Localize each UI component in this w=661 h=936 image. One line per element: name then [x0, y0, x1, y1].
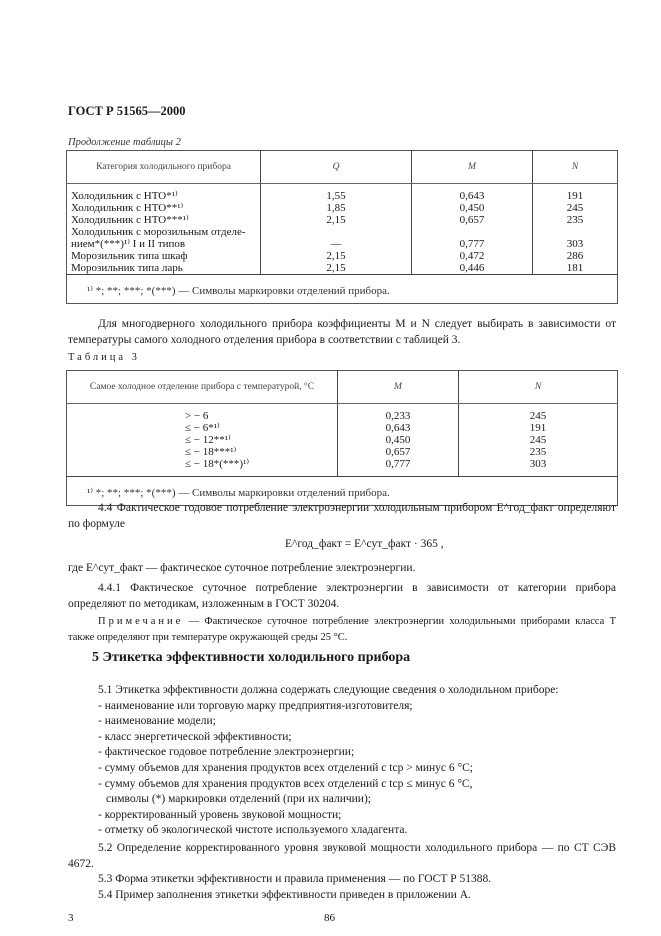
cell-n: 191: [459, 422, 618, 434]
cell-category: Холодильник с НТО***¹⁾: [71, 214, 189, 226]
paragraph-5-2: 5.2 Определение корректированного уровня звуковой мощности холодильного прибора — по СТ СЭВ 4672.: [68, 842, 616, 870]
table-row: [67, 434, 618, 446]
col-header: M: [338, 371, 459, 404]
cell-n: 303: [533, 226, 618, 250]
list-item: символы (*) маркировки отделений (при их наличии);: [106, 793, 371, 806]
note: [68, 614, 616, 646]
col-header: Q: [261, 151, 412, 184]
note-text: — Фактическое суточное потребление электроэнергии холодильными приборами класса Т также определяют при температуре окружающей среды 25 °С.: [68, 616, 616, 643]
table2-caption: Продолжение таблицы 2: [68, 137, 181, 148]
note-label: Примечание: [98, 616, 184, 627]
table-row: [67, 404, 618, 423]
list-item: - класс энергетической эффективности;: [98, 730, 292, 743]
list-item: - корректированный уровень звуковой мощности;: [98, 808, 342, 821]
col-header: Самое холодное отделение прибора с температурой, °С: [67, 371, 338, 404]
cell-temp: > − 6: [185, 410, 209, 422]
document-header: ГОСТ Р 51565—2000: [68, 104, 186, 118]
table-row: [67, 214, 618, 226]
cell-n: 245: [533, 202, 618, 214]
cell-q: 2,15: [261, 262, 412, 275]
cell-q: 1,55: [261, 184, 412, 203]
page-number: 86: [324, 912, 335, 924]
table-row: [67, 446, 618, 458]
cell-category: Холодильник с НТО**¹⁾: [71, 202, 184, 214]
table-row: [67, 458, 618, 477]
paragraph-5-3: 5.3 Форма этикетки эффективности и правила применения — по ГОСТ Р 51388.: [98, 873, 492, 885]
cell-category: Морозильник типа шкаф: [71, 250, 188, 262]
list-item: 5.1 Этикетка эффективности должна содержать следующие сведения о холодильном приборе:: [98, 684, 559, 696]
cell-category: Холодильник с НТО*¹⁾: [71, 190, 178, 202]
cell-m: 0,450: [338, 434, 459, 446]
table-row: [67, 202, 618, 214]
list-item: - наименование или торговую марку предприятия-изготовителя;: [98, 699, 413, 712]
table-row: [67, 226, 618, 250]
cell-m: 0,643: [338, 422, 459, 434]
table3-footnote: ¹⁾ *; **; ***; *(***) — Символы маркировки отделений прибора.: [67, 477, 618, 506]
col-header: Категория холодильного прибора: [67, 151, 261, 184]
list-item: - сумму объемов для хранения продуктов всех отделений с tср > минус 6 °С;: [98, 761, 473, 774]
table-row: [67, 250, 618, 262]
section-5-list: [68, 683, 616, 839]
cell-temp: ≤ − 6*¹⁾: [185, 422, 220, 434]
cell-m: 0,472: [412, 250, 533, 262]
cell-q: —: [261, 226, 412, 250]
col-header: M: [412, 151, 533, 184]
cell-n: 286: [533, 250, 618, 262]
paragraph-4-4-1: 4.4.1 Фактическое суточное потребление электроэнергии в зависимости от категории прибора определяют по методикам, изложенным в ГОСТ 30204.: [68, 582, 616, 610]
list-item: - отметку об экологической чистоте используемого хладагента.: [98, 824, 408, 837]
cell-q: 2,15: [261, 250, 412, 262]
cell-temp: ≤ − 18***¹⁾: [185, 446, 237, 458]
table-row: [67, 184, 618, 203]
page-number-left: 3: [68, 912, 74, 924]
cell-category: Морозильник типа ларь: [71, 262, 183, 274]
paragraph-4-4: 4.4 Фактическое годовое потребление электроэнергии холодильным прибором E^год_факт определяют по формуле: [68, 502, 616, 530]
where-clause: где E^сут_факт — фактическое суточное потребление электроэнергии.: [68, 562, 416, 574]
table-row: [67, 422, 618, 434]
col-header: N: [459, 371, 618, 404]
cell-m: 0,657: [338, 446, 459, 458]
cell-n: 191: [533, 184, 618, 203]
paragraph: Для многодверного холодильного прибора коэффициенты M и N следует выбирать в зависимости от температуры самого холодного отделения прибора в соответствии с таблицей 3.: [68, 318, 616, 346]
cell-n: 303: [459, 458, 618, 477]
cell-m: 0,657: [412, 214, 533, 226]
cell-m: 0,450: [412, 202, 533, 214]
section-5-title: 5 Этикетка эффективности холодильного прибора: [92, 650, 411, 665]
cell-temp: ≤ − 12**¹⁾: [185, 434, 231, 446]
cell-n: 235: [533, 214, 618, 226]
table-row: [67, 262, 618, 275]
cell-n: 245: [459, 434, 618, 446]
list-item: - сумму объемов для хранения продуктов всех отделений с tср ≤ минус 6 °С,: [98, 777, 473, 790]
cell-q: 1,85: [261, 202, 412, 214]
table-2: [66, 150, 618, 304]
cell-n: 245: [459, 404, 618, 423]
cell-m: 0,777: [412, 226, 533, 250]
cell-m: 0,643: [412, 184, 533, 203]
cell-m: 0,446: [412, 262, 533, 275]
list-item: - фактическое годовое потребление электроэнергии;: [98, 746, 355, 759]
paragraph-5-4: 5.4 Пример заполнения этикетки эффективности приведен в приложении А.: [98, 889, 471, 901]
list-item: - наименование модели;: [98, 715, 216, 728]
table3-caption: Таблица 3: [68, 352, 140, 363]
cell-m: 0,777: [338, 458, 459, 477]
cell-n: 235: [459, 446, 618, 458]
cell-q: 2,15: [261, 214, 412, 226]
table2-footnote: ¹⁾ *; **; ***; *(***) — Символы маркировки отделений прибора.: [67, 275, 618, 304]
col-header: N: [533, 151, 618, 184]
cell-m: 0,233: [338, 404, 459, 423]
cell-temp: ≤ − 18*(***)¹⁾: [185, 458, 250, 470]
cell-n: 181: [533, 262, 618, 275]
table-3: [66, 370, 618, 506]
cell-category: Холодильник с морозильным отделе-нием*(***)¹⁾ I и II типов: [71, 226, 246, 250]
formula: E^год_факт = E^сут_факт · 365 ,: [285, 538, 444, 550]
